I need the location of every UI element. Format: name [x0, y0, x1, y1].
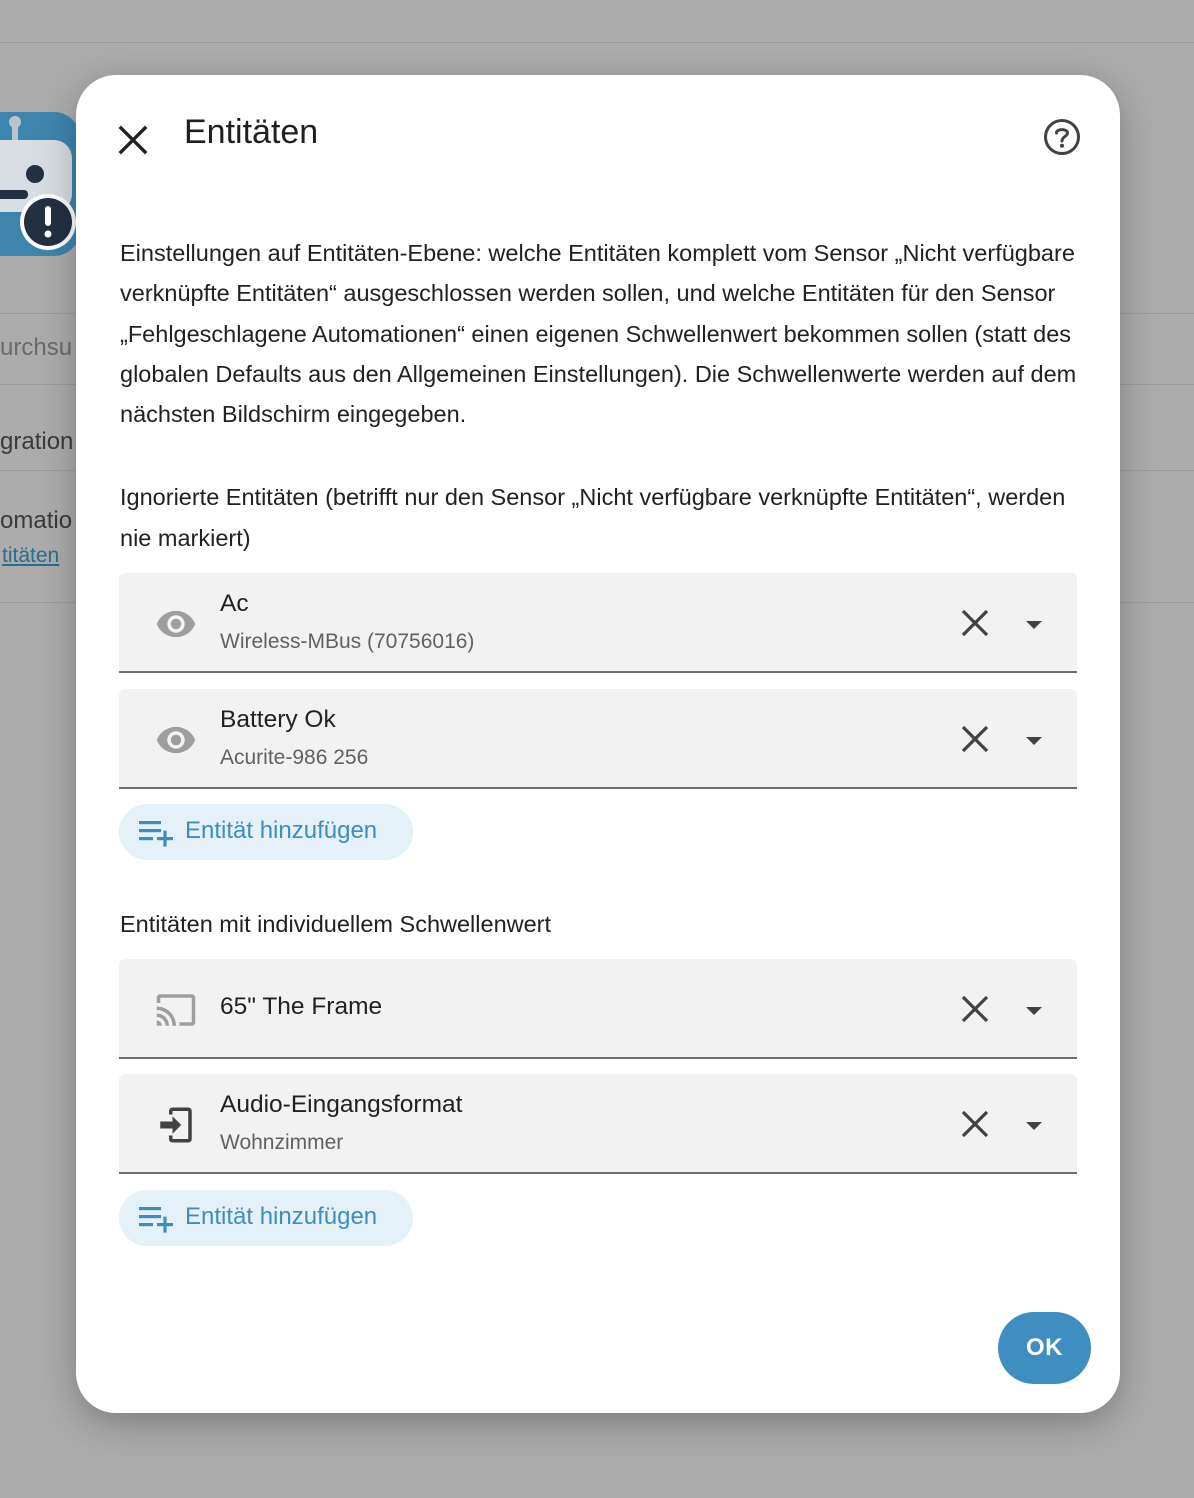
background-link: titäten [2, 544, 60, 567]
close-icon [110, 117, 156, 163]
dialog-title: Entitäten [184, 113, 319, 151]
entity-dropdown-button[interactable] [1019, 995, 1049, 1025]
eye-icon [155, 719, 197, 761]
robot-alert-icon [0, 112, 80, 256]
playlist-plus-icon [137, 817, 177, 849]
close-icon [957, 721, 993, 757]
close-icon [957, 991, 993, 1027]
entity-dropdown-button[interactable] [1019, 725, 1049, 755]
chevron-down-icon [1019, 725, 1049, 755]
threshold-entities-label: Entitäten mit individuellem Schwellenwert [120, 911, 552, 937]
chevron-down-icon [1019, 1110, 1049, 1140]
entity-name: Ac [220, 590, 249, 617]
clear-entity-button[interactable] [957, 1106, 993, 1142]
clear-entity-button[interactable] [957, 721, 993, 757]
clear-entity-button[interactable] [957, 991, 993, 1027]
add-entity-label: Entität hinzufügen [185, 1203, 378, 1230]
playlist-plus-icon [137, 1203, 177, 1235]
background-menu-text: gration [0, 428, 74, 455]
add-entity-label: Entität hinzufügen [185, 817, 378, 844]
entity-picker-row[interactable] [119, 689, 1077, 789]
add-threshold-entity-button[interactable] [119, 1190, 413, 1246]
ok-button[interactable]: OK [998, 1312, 1091, 1384]
entities-dialog [76, 75, 1120, 1413]
background-menu-text: omatio [0, 507, 73, 534]
entity-dropdown-button[interactable] [1019, 609, 1049, 639]
close-button[interactable] [110, 117, 156, 163]
entity-name: Audio-Eingangsformat [220, 1091, 463, 1118]
help-circle-icon [1042, 117, 1082, 157]
help-button[interactable] [1042, 117, 1082, 157]
close-icon [957, 1106, 993, 1142]
entity-dropdown-button[interactable] [1019, 1110, 1049, 1140]
dialog-description: Einstellungen auf Entitäten-Ebene: welche Entitäten komplett vom Sensor „Nicht verfügbare verknüpfte Entitäten“ ausgeschlossen werden sollen, und welche Entitäten für den Sensor „Fehlgeschlagene Automationen“ einen eigenen Schwellenwert bekommen sollen (statt des globalen Defaults aus den Allgemeinen Einstellungen). Die Schwellenwerte werden auf dem nächsten Bildschirm eingegeben. [120, 240, 1077, 428]
background-search-text: urchsu [0, 334, 73, 361]
login-icon [155, 1104, 197, 1146]
entity-name: 65" The Frame [220, 993, 383, 1020]
add-ignored-entity-button[interactable] [119, 804, 413, 860]
entity-name: Battery Ok [220, 706, 336, 733]
ignored-entities-label: Ignorierte Entitäten (betrifft nur den Sensor „Nicht verfügbare verknüpfte Entitäten“, werden nie markiert) [120, 484, 1066, 551]
entity-device: Wohnzimmer [220, 1131, 344, 1154]
eye-icon [155, 603, 197, 645]
chevron-down-icon [1019, 609, 1049, 639]
entity-device: Acurite-986 256 [220, 746, 369, 769]
integration-logo [0, 112, 80, 256]
chevron-down-icon [1019, 995, 1049, 1025]
entity-device: Wireless-MBus (70756016) [220, 630, 475, 653]
entity-picker-row[interactable] [119, 959, 1077, 1059]
entity-picker-row[interactable] [119, 573, 1077, 673]
cast-icon [155, 989, 197, 1031]
background-divider [0, 42, 1194, 43]
clear-entity-button[interactable] [957, 605, 993, 641]
close-icon [957, 605, 993, 641]
entity-picker-row[interactable] [119, 1074, 1077, 1174]
